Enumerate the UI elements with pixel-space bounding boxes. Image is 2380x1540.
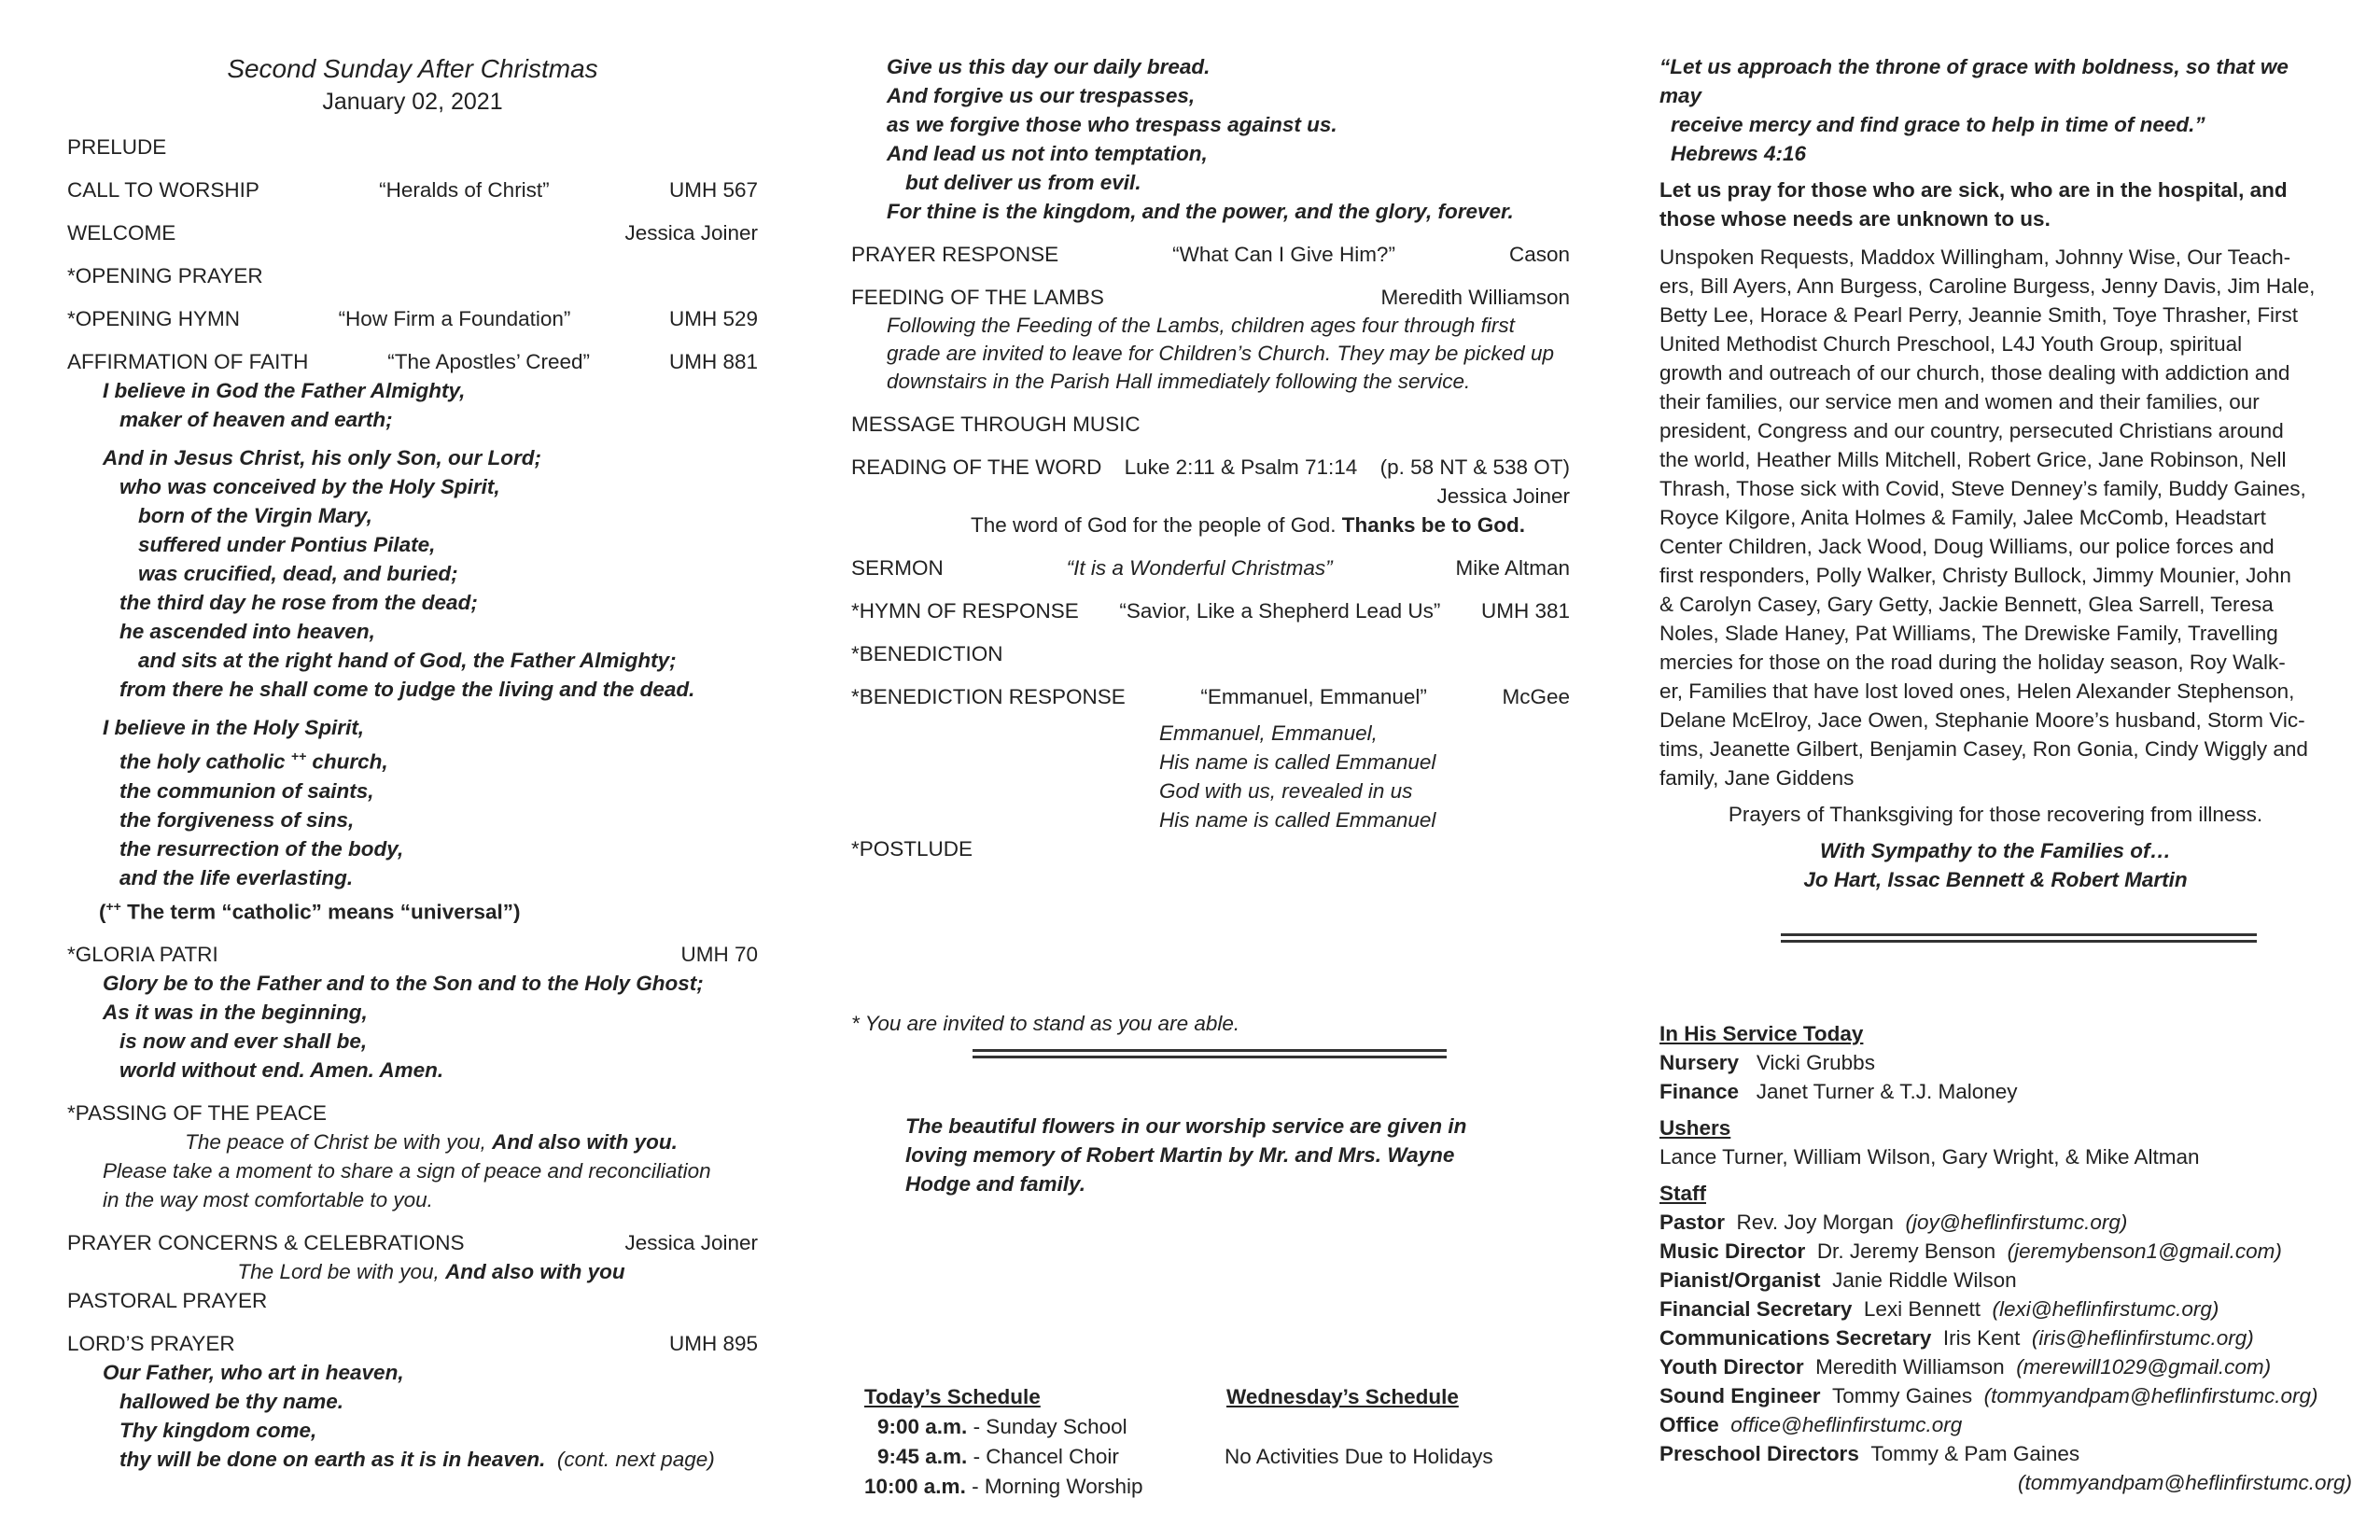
opening-prayer: *OPENING PRAYER [67, 264, 263, 287]
creed-line: the resurrection of the body, [119, 836, 404, 861]
staff-email: (iris@heflinfirstumc.org) [2031, 1326, 2254, 1350]
note-line: Following the Feeding of the Lambs, children ages four through first [887, 314, 1515, 337]
staff-role: Financial Secretary [1659, 1297, 1853, 1321]
service-info [1659, 1019, 2369, 1497]
reading-pages: (p. 58 NT & 538 OT) [1379, 455, 1570, 479]
staff-name: Lexi Bennett [1863, 1297, 1981, 1321]
prayer-list-line: Royce Kilgore, Anita Holmes & Family, Jalee McComb, Headstart [1659, 506, 2266, 529]
footnote-open: ( [99, 900, 106, 923]
schedule-time: 9:45 a.m. [877, 1445, 968, 1468]
staff-name: Meredith Williamson [1815, 1355, 2005, 1379]
gloria-label: *GLORIA PATRI [67, 943, 218, 966]
benediction-response-label: *BENEDICTION RESPONSE [851, 685, 1126, 708]
staff-role: Youth Director [1659, 1355, 1804, 1379]
note-line: downstairs in the Parish Hall immediately following the service. [887, 370, 1471, 393]
staff-role: Music Director [1659, 1239, 1806, 1263]
prayer-list-line: Noles, Slade Haney, Pat Williams, The Drewiske Family, Travelling [1659, 622, 2278, 645]
creed-text: the holy catholic [119, 749, 291, 774]
finance-label: Finance [1659, 1080, 1740, 1103]
welcome-row [67, 218, 758, 247]
concerns-call: The Lord be with you, [237, 1260, 446, 1283]
prayer-line: Give us this day our daily bread. [887, 55, 1211, 78]
footnote-mark: ++ [290, 749, 307, 763]
feeding-lambs-note [887, 312, 1570, 396]
hymn-response-label: *HYMN OF RESPONSE [851, 599, 1079, 623]
prayer-list-line: er, Families that have lost loved ones, Helen Alexander Stephenson, [1659, 679, 2295, 703]
schedule-event: - Sunday School [967, 1415, 1127, 1438]
call-to-worship-title: “Heralds of Christ” [379, 178, 550, 202]
prayer-line: Our Father, who art in heaven, [103, 1361, 404, 1384]
schedule-time: 10:00 a.m. [864, 1475, 966, 1498]
reading-label: READING OF THE WORD [851, 455, 1102, 479]
opening-hymn-ref: UMH 529 [668, 307, 758, 330]
call-to-worship-label: CALL TO WORSHIP [67, 178, 259, 202]
pastoral-prayer: PASTORAL PRAYER [67, 1289, 268, 1312]
staff-name: Janie Riddle Wilson [1832, 1268, 2017, 1292]
nursery-name: Vicki Grubbs [1756, 1051, 1875, 1074]
prayer-list-line: Center Children, Jack Wood, Doug Williams, our police forces and [1659, 535, 2275, 558]
lords-prayer-row [67, 1329, 758, 1358]
prayer-line: as we forgive those who trespass against us. [887, 113, 1337, 136]
staff-row [1659, 1266, 2369, 1295]
staff-row [1659, 1352, 2369, 1381]
continued-note: (cont. next page) [556, 1448, 715, 1471]
creed-line: the communion of saints, [119, 778, 374, 803]
creed-line: was crucified, dead, and buried; [138, 562, 458, 585]
staff-row [1659, 1208, 2369, 1237]
creed-line [103, 742, 758, 777]
reading-call: The word of God for the people of God. [970, 513, 1342, 537]
gloria-line: world without end. Amen. Amen. [119, 1058, 444, 1082]
staff-email: office@heflinfirstumc.org [1730, 1413, 1963, 1436]
concerns-call-response [67, 1257, 758, 1286]
staff-role: Pastor [1659, 1211, 1726, 1234]
sermon-label: SERMON [851, 556, 944, 580]
nursery-label: Nursery [1659, 1051, 1740, 1074]
welcome-label: WELCOME [67, 221, 176, 245]
prayer-list-line: their families, our service men and women and their families, our [1659, 390, 2260, 413]
staff-email: (jeremybenson1@gmail.com) [2007, 1239, 2282, 1263]
lords-prayer-text [103, 1358, 758, 1474]
note-line: grade are invited to leave for Children’s Church. They may be picked up [887, 342, 1554, 365]
prayer-list [1659, 243, 2331, 792]
prayer-line: hallowed be thy name. [119, 1390, 344, 1413]
staff-row [1659, 1381, 2369, 1410]
prayer-line: For thine is the kingdom, and the power, and the glory, forever. [887, 200, 1514, 223]
welcome-person: Jessica Joiner [624, 221, 758, 245]
staff-email: (lexi@heflinfirstumc.org) [1992, 1297, 2219, 1321]
gloria-line: As it was in the beginning, [103, 1001, 368, 1024]
verse-line: receive mercy and find grace to help in time of need.” [1671, 113, 2205, 136]
prayer-list-line: Unspoken Requests, Maddox Willingham, Johnny Wise, Our Teach- [1659, 245, 2291, 269]
prayer-list-line: tims, Jeanette Gilbert, Benjamin Casey, Ron Gonia, Cindy Wiggly and [1659, 737, 2308, 761]
peace-call: The peace of Christ be with you, [185, 1130, 493, 1154]
staff-row [1659, 1237, 2369, 1266]
affirmation-ref: UMH 881 [668, 350, 758, 373]
peace-note: Please take a moment to share a sign of peace and reconciliation [103, 1159, 711, 1183]
prayer-list-line: Delane McElroy, Jace Owen, Stephanie Moore’s husband, Storm Vic- [1659, 708, 2305, 732]
staff-row [1659, 1323, 2369, 1352]
verse-reference: Hebrews 4:16 [1671, 142, 1807, 165]
order-of-worship-column-1 [67, 52, 758, 1474]
gloria-text [103, 969, 758, 1085]
service-title: In His Service Today [1659, 1022, 1864, 1045]
creed-line: and the life everlasting. [119, 865, 354, 889]
sermon-title: “It is a Wonderful Christmas” [1066, 556, 1333, 580]
thanksgiving-note: Prayers of Thanksgiving for those recovering from illness. [1728, 803, 2263, 826]
lords-prayer-continued [887, 52, 1570, 226]
creed-line: I believe in God the Father Almighty, [103, 379, 466, 402]
staff-name: Dr. Jeremy Benson [1816, 1239, 1996, 1263]
staff-name: Iris Kent [1942, 1326, 2021, 1350]
reading-passage: Luke 2:11 & Psalm 71:14 [1124, 455, 1358, 479]
bulletin-date: January 02, 2021 [322, 89, 503, 115]
hymn-response-ref: UMH 381 [1480, 599, 1570, 623]
benediction: *BENEDICTION [851, 642, 1003, 665]
staff-email: (merewill1029@gmail.com) [2016, 1355, 2272, 1379]
affirmation-title: “The Apostles’ Creed” [387, 350, 591, 373]
today-schedule-title: Today’s Schedule [864, 1385, 1041, 1408]
prayer-list-line: United Methodist Church Preschool, L4J Youth Group, spiritual [1659, 332, 2243, 356]
catholic-footnote [99, 892, 758, 927]
footnote-text: The term “catholic” means “universal”) [120, 900, 521, 923]
creed-line: I believe in the Holy Spirit, [103, 716, 365, 739]
opening-hymn-title: “How Firm a Foundation” [338, 307, 571, 330]
sympathy-names: Jo Hart, Issac Bennett & Robert Martin [1803, 868, 2188, 891]
feeding-lambs-person: Meredith Williamson [1380, 286, 1570, 309]
call-to-worship-ref: UMH 567 [668, 178, 758, 202]
prayer-list-line: mercies for those on the road during the holiday season, Roy Walk- [1659, 651, 2286, 674]
prayer-response-person: Cason [1508, 243, 1570, 266]
ushers-title: Ushers [1659, 1116, 1731, 1140]
schedule-item [864, 1442, 1225, 1472]
gloria-row [67, 940, 758, 969]
prayer-list-line: family, Jane Giddens [1659, 766, 1855, 790]
feeding-lambs-row [851, 283, 1570, 312]
order-of-worship-column-2 [851, 52, 1570, 1498]
reading-call-response [851, 511, 1570, 539]
opening-hymn-row [67, 304, 758, 333]
prayer-line: And forgive us our trespasses, [887, 84, 1196, 107]
creed-line: he ascended into heaven, [119, 620, 375, 643]
schedule-time: 9:00 a.m. [877, 1415, 968, 1438]
prayer-list-line: first responders, Polly Walker, Christy Bullock, Jimmy Mounier, John [1659, 564, 2291, 587]
benediction-response-title: “Emmanuel, Emmanuel” [1200, 685, 1427, 708]
prayer-concerns-person: Jessica Joiner [624, 1231, 758, 1254]
schedule [851, 1382, 1523, 1502]
prayer-heading: Let us pray for those who are sick, who are in the hospital, and those whose needs are unknown to us. [1659, 178, 2288, 231]
prayer-list-line: Thrash, Those sick with Covid, Steve Denney’s family, Buddy Gaines, [1659, 477, 2306, 500]
peace-call-response [67, 1127, 758, 1156]
postlude: *POSTLUDE [851, 837, 973, 861]
ushers-names: Lance Turner, William Wilson, Gary Wright, & Mike Altman [1659, 1145, 2200, 1169]
verse-line: “Let us approach the throne of grace with boldness, so that we may [1659, 55, 2289, 107]
finance-row [1659, 1077, 2369, 1106]
staff-role: Preschool Directors [1659, 1442, 1859, 1465]
passing-peace-label: *PASSING OF THE PEACE [67, 1101, 327, 1125]
benediction-response-person: McGee [1502, 685, 1570, 708]
divider [973, 1049, 1447, 1058]
creed-line: and sits at the right hand of God, the Father Almighty; [138, 649, 677, 672]
footnote-mark: ++ [105, 898, 121, 914]
sermon-person: Mike Altman [1455, 556, 1570, 580]
gloria-line: Glory be to the Father and to the Son and to the Holy Ghost; [103, 972, 704, 995]
bulletin-title: Second Sunday After Christmas [227, 54, 598, 83]
today-schedule [851, 1382, 1225, 1502]
prayer-list-line: the world, Heather Mills Mitchell, Robert Grice, Jane Robinson, Nell [1659, 448, 2287, 471]
lyric-line: God with us, revealed in us [1159, 779, 1413, 803]
prayer-list-line: ers, Bill Ayers, Ann Burgess, Caroline Burgess, Jenny Davis, Jim Hale, [1659, 274, 2316, 298]
prayer-response-label: PRAYER RESPONSE [851, 243, 1059, 266]
peace-response: And also with you. [492, 1130, 678, 1154]
reading-row [851, 453, 1570, 482]
prayer-list-line: president, Congress and our country, persecuted Christians around [1659, 419, 2284, 442]
schedule-event: - Morning Worship [965, 1475, 1143, 1498]
divider [1781, 933, 2257, 943]
emmanuel-lyrics [1159, 719, 1570, 834]
prayer-list-line: Betty Lee, Horace & Pearl Perry, Jeannie Smith, Toye Thrasher, First [1659, 303, 2299, 327]
schedule-event: - Chancel Choir [967, 1445, 1119, 1468]
wednesday-schedule-title: Wednesday’s Schedule [1226, 1385, 1459, 1408]
staff-row [1659, 1439, 2369, 1468]
staff-row [1659, 1295, 2369, 1323]
lords-prayer-label: LORD’S PRAYER [67, 1332, 235, 1355]
reading-response: Thanks be to God. [1341, 513, 1525, 537]
creed-line: suffered under Pontius Pilate, [138, 533, 436, 556]
hymn-response-title: “Savior, Like a Shepherd Lead Us” [1119, 599, 1441, 623]
staff-name: Tommy Gaines [1832, 1384, 1973, 1407]
sermon-row [851, 553, 1570, 582]
wednesday-note: No Activities Due to Holidays [1225, 1445, 1493, 1468]
lords-prayer-ref: UMH 895 [668, 1332, 758, 1355]
prayer-list-line: & Carolyn Casey, Gary Getty, Jackie Bennett, Glea Sarrell, Teresa [1659, 593, 2274, 616]
creed-text: church, [306, 749, 388, 774]
creed-line: who was conceived by the Holy Spirit, [119, 475, 500, 498]
flowers-dedication: The beautiful flowers in our worship service are given in loving memory of Robert Martin by Mr. and Mrs. Wayne Hodge and family. [905, 1114, 1467, 1196]
creed-line: the third day he rose from the dead; [119, 591, 478, 614]
staff-title: Staff [1659, 1182, 1706, 1205]
reading-person: Jessica Joiner [1436, 484, 1570, 508]
staff-email: (joy@heflinfirstumc.org) [1905, 1211, 2128, 1234]
scripture-verse [1659, 52, 2331, 168]
apostles-creed [103, 376, 758, 892]
peace-note: in the way most comfortable to you. [103, 1188, 433, 1211]
prayer-line: Thy kingdom come, [119, 1419, 317, 1442]
lyric-line: Emmanuel, Emmanuel, [1159, 721, 1378, 745]
staff-role: Communications Secretary [1659, 1326, 1932, 1350]
lyric-line: His name is called Emmanuel [1159, 808, 1436, 832]
wednesday-schedule [1225, 1382, 1493, 1502]
schedule-item [864, 1412, 1225, 1442]
prayer-response-row [851, 240, 1570, 269]
staff-row [1659, 1410, 2369, 1439]
sympathy-heading: With Sympathy to the Families of… [1819, 839, 2172, 862]
prayer-concerns-label: PRAYER CONCERNS & CELEBRATIONS [67, 1231, 465, 1254]
staff-name: Tommy & Pam Gaines [1870, 1442, 2080, 1465]
staff-name: Rev. Joy Morgan [1736, 1211, 1894, 1234]
gloria-ref: UMH 70 [680, 943, 758, 966]
prayer-list-line: growth and outreach of our church, those dealing with addiction and [1659, 361, 2290, 385]
benediction-response-row [851, 682, 1570, 711]
concerns-response: And also with you [445, 1260, 625, 1283]
preschool-email: (tommyandpam@heflinfirstumc.org) [2018, 1471, 2352, 1494]
message-through-music: MESSAGE THROUGH MUSIC [851, 413, 1141, 436]
creed-line: And in Jesus Christ, his only Son, our Lord; [103, 446, 542, 469]
prayers-and-staff-column [1659, 52, 2352, 1494]
creed-line: from there he shall come to judge the living and the dead. [119, 678, 695, 701]
finance-names: Janet Turner & T.J. Maloney [1756, 1080, 2018, 1103]
affirmation-label: AFFIRMATION OF FAITH [67, 350, 309, 373]
creed-line: the forgiveness of sins, [119, 807, 355, 832]
staff-role: Pianist/Organist [1659, 1268, 1821, 1292]
gloria-line: is now and ever shall be, [119, 1029, 368, 1053]
schedule-item [864, 1472, 1225, 1502]
feeding-lambs-label: FEEDING OF THE LAMBS [851, 286, 1104, 309]
prayer-line: And lead us not into temptation, [887, 142, 1208, 165]
prayer-text: thy will be done on earth as it is in heaven. [119, 1448, 546, 1471]
lyric-line: His name is called Emmanuel [1159, 750, 1436, 774]
staff-role: Office [1659, 1413, 1719, 1436]
staff-role: Sound Engineer [1659, 1384, 1821, 1407]
prayer-response-title: “What Can I Give Him?” [1172, 243, 1395, 266]
prayer-line [103, 1445, 758, 1474]
staff-email: (tommyandpam@heflinfirstumc.org) [1983, 1384, 2318, 1407]
prelude: PRELUDE [67, 135, 167, 159]
opening-hymn-label: *OPENING HYMN [67, 307, 241, 330]
call-to-worship-row [67, 175, 758, 204]
creed-line: born of the Virgin Mary, [138, 504, 372, 527]
prayer-concerns-row [67, 1228, 758, 1257]
affirmation-row [67, 347, 758, 376]
hymn-response-row [851, 596, 1570, 625]
nursery-row [1659, 1048, 2369, 1077]
creed-line: maker of heaven and earth; [119, 408, 393, 431]
prayer-line: but deliver us from evil. [905, 171, 1141, 194]
stand-note: * You are invited to stand as you are able. [851, 1012, 1240, 1035]
